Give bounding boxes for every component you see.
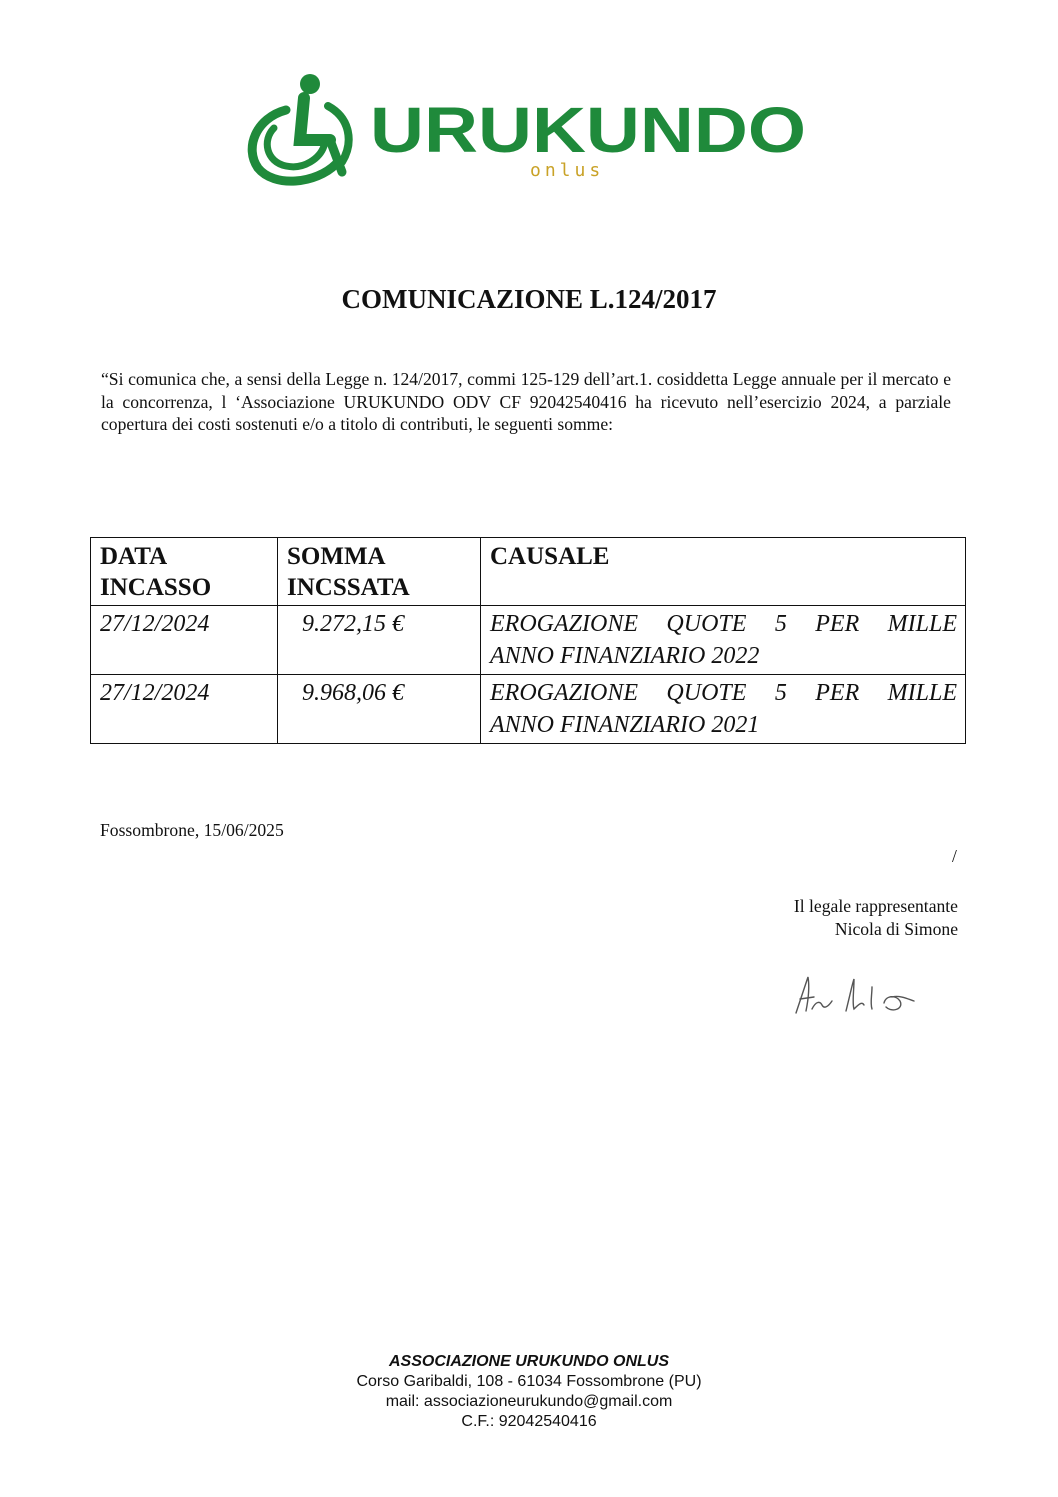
logo-wordmark: URUKUNDO [370,94,806,166]
incassi-table [90,537,966,744]
header-causale: CAUSALE [481,538,966,606]
footer [0,1352,1058,1432]
cell-causale: EROGAZIONE QUOTE 5 PER MILLE ANNO FINANZIARIO 2021 [481,675,966,744]
header-somma-incassata: SOMMA INCSSATA [278,538,481,606]
signatory-role: Il legale rappresentante [793,896,958,916]
wheelchair-figure-icon [252,74,348,181]
cell-amount: 9.968,06 € [278,675,481,744]
footer-address: Corso Garibaldi, 108 - 61034 Fossombrone (PU) [356,1373,702,1390]
slash-mark: / [952,846,957,866]
footer-org: ASSOCIAZIONE URUKUNDO ONLUS [388,1353,669,1370]
cell-date: 27/12/2024 [91,675,278,744]
urukundo-logo [238,70,808,190]
table-row [91,606,966,675]
table-header-row [91,538,966,606]
footer-mail: mail: associazioneurukundo@gmail.com [385,1393,673,1410]
footer-cf: C.F.: 92042540416 [461,1413,597,1430]
cell-causale: EROGAZIONE QUOTE 5 PER MILLE ANNO FINANZIARIO 2022 [481,606,966,675]
header-data-incasso: DATA INCASSO [91,538,278,606]
cell-amount: 9.272,15 € [278,606,481,675]
signatory-block [794,895,958,941]
place-date: Fossombrone, 15/06/2025 [100,820,284,840]
cell-date: 27/12/2024 [91,606,278,675]
signatory-name: Nicola di Simone [834,919,958,939]
logo-subtitle: onlus [530,160,605,181]
intro-paragraph: “Si comunica che, a sensi della Legge n. 124/2017, commi 125-129 dell’art.1. cosiddetta Legge annuale per il mercato e la concorrenza, l ‘Associazione URUKUNDO ODV CF 92042540416 ha ricevuto nell’esercizio 2024, a parziale copertura dei costi sostenuti e/o a titolo di contributi, le seguenti somme: [101,369,951,434]
handwritten-signature [788,965,928,1025]
table-row [91,675,966,744]
page-title: COMUNICAZIONE L.124/2017 [341,284,717,314]
